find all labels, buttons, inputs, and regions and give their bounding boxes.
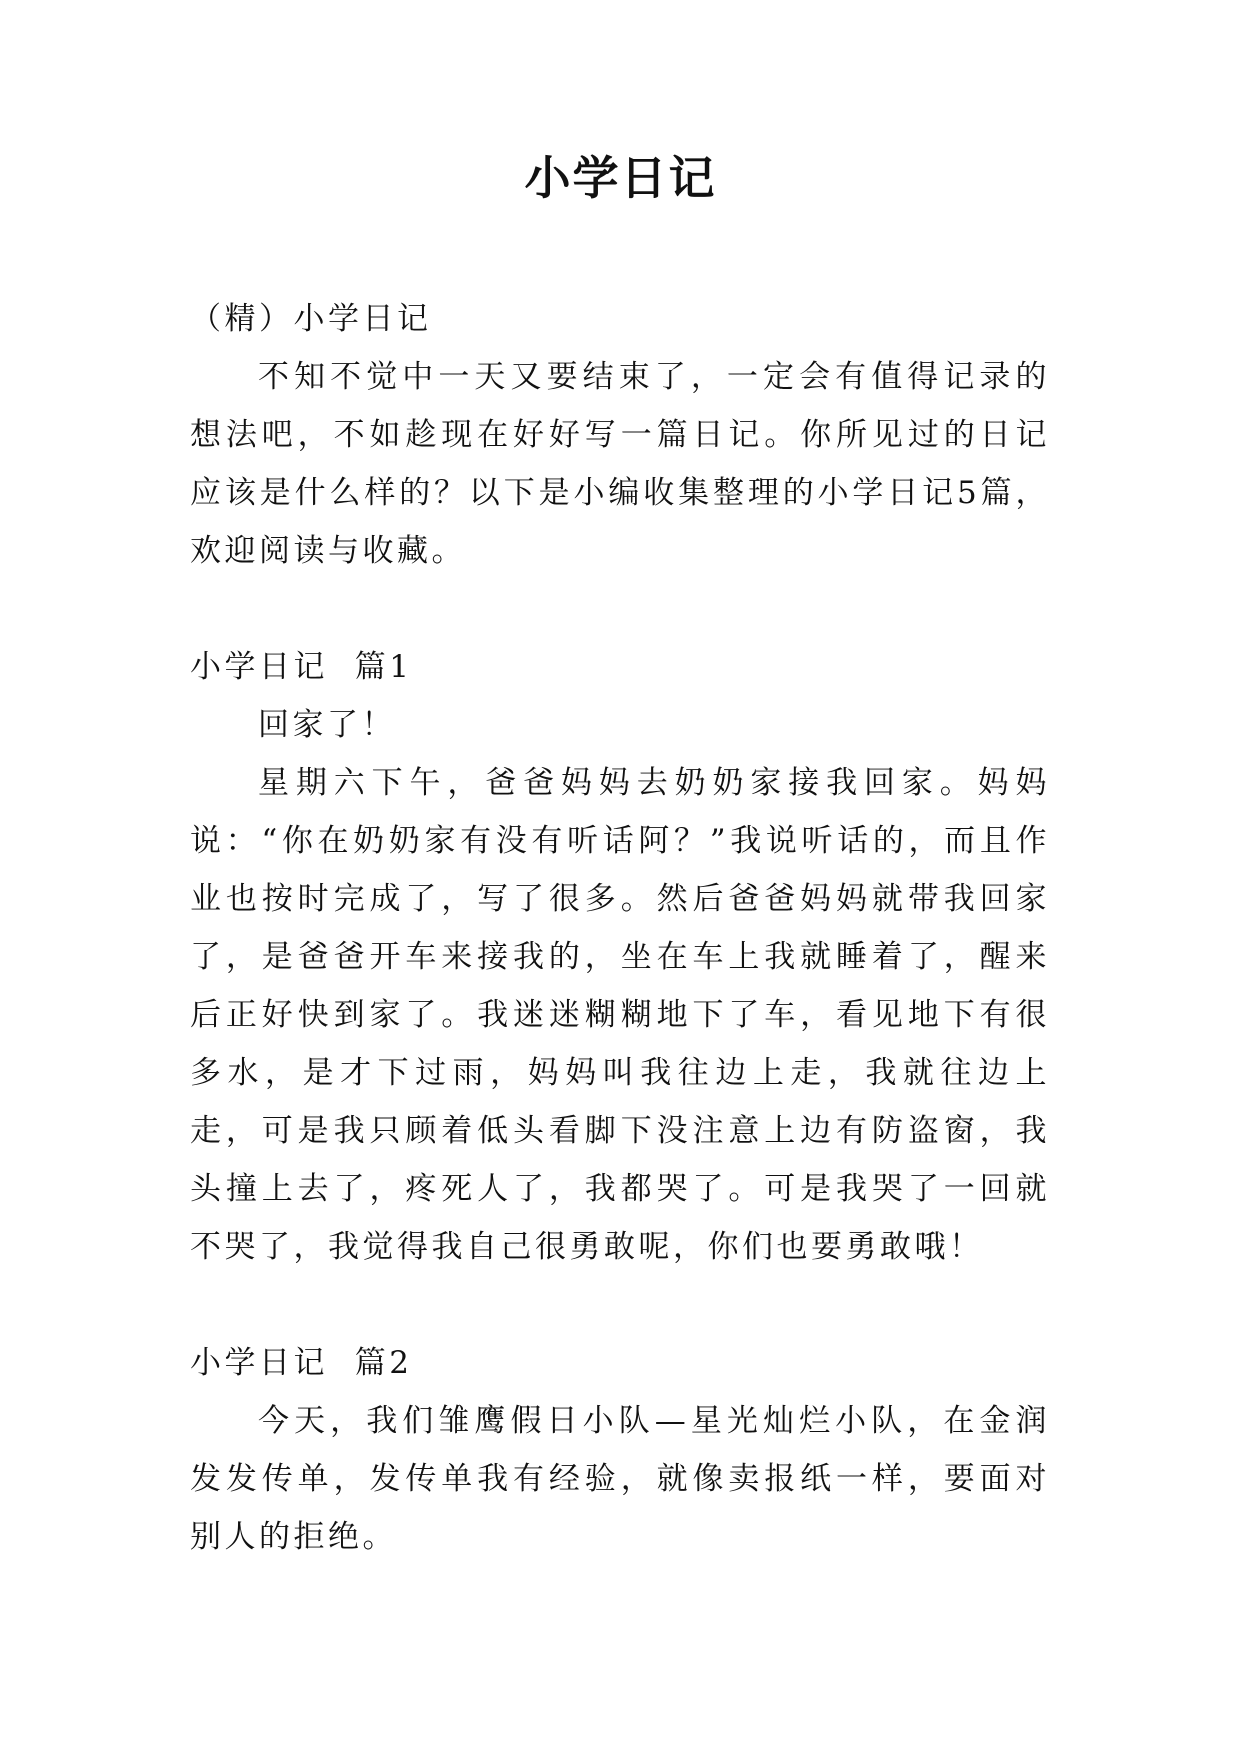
section-heading: 小学日记 篇2 (190, 1345, 413, 1381)
document-body (190, 290, 1050, 1566)
section-paragraph: 回家了！ (258, 707, 396, 743)
section-spacer (190, 1276, 1050, 1334)
section-heading: 小学日记 篇1 (190, 649, 413, 685)
section-paragraph: 星期六下午，爸爸妈妈去奶奶家接我回家。妈妈说：“你在奶奶家有没有听话阿？”我说听话的，而且作业也按时完成了，写了很多。然后爸爸妈妈就带我回家了，是爸爸开车来接我的，坐在车上我就睡着了，醒来后正好快到家了。我迷迷糊糊地下了车，看见地下有很多水，是才下过雨，妈妈叫我往边上走，我就往边上走，可是我只顾着低头看脚下没注意上边有防盗窗，我头撞上去了，疼死人了，我都哭了。可是我哭了一回就不哭了，我觉得我自己很勇敢呢，你们也要勇敢哦！ (190, 765, 1050, 1265)
section-spacer (190, 580, 1050, 638)
document-title: 小学日记 (524, 151, 717, 205)
intro-label: （精）小学日记 (190, 301, 432, 337)
section-paragraph: 今天，我们雏鹰假日小队—星光灿烂小队，在金润发发传单，发传单我有经验，就像卖报纸一样，要面对别人的拒绝。 (190, 1403, 1050, 1555)
section-1 (190, 638, 1050, 1276)
intro-paragraph: 不知不觉中一天又要结束了，一定会有值得记录的想法吧，不如趁现在好好写一篇日记。你所见过的日记应该是什么样的？以下是小编收集整理的小学日记5篇，欢迎阅读与收藏。 (190, 359, 1050, 569)
section-2 (190, 1334, 1050, 1566)
